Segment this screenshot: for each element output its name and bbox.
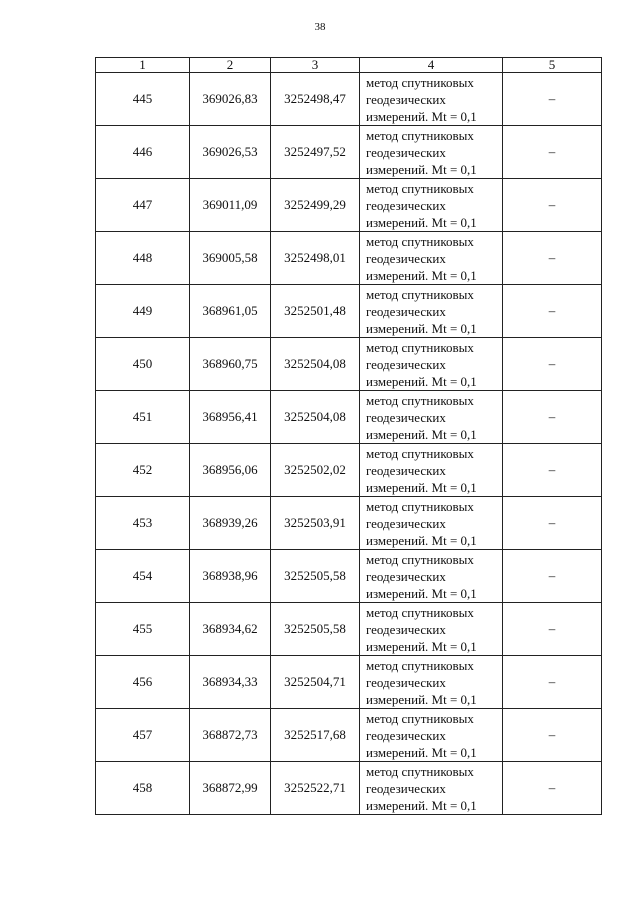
method-line: измерений. Mt = 0,1 <box>366 532 477 548</box>
method-line: измерений. Mt = 0,1 <box>366 161 477 177</box>
method-line: измерений. Mt = 0,1 <box>366 426 477 442</box>
method-line: метод спутниковых <box>366 180 474 196</box>
point-number: 454 <box>96 550 190 603</box>
note-dash: – <box>503 709 602 762</box>
method-line: метод спутниковых <box>366 551 474 567</box>
method-cell <box>360 444 503 497</box>
method-cell <box>360 709 503 762</box>
coordinate-x: 368956,06 <box>190 444 271 497</box>
coordinate-y: 3252522,71 <box>271 762 360 815</box>
note-dash: – <box>503 603 602 656</box>
note-dash: – <box>503 338 602 391</box>
note-dash: – <box>503 285 602 338</box>
method-line: измерений. Mt = 0,1 <box>366 585 477 601</box>
note-dash: – <box>503 656 602 709</box>
coordinate-x: 368934,62 <box>190 603 271 656</box>
method-line: измерений. Mt = 0,1 <box>366 108 477 124</box>
method-line: геодезических <box>366 303 446 319</box>
point-number: 452 <box>96 444 190 497</box>
coordinate-y: 3252503,91 <box>271 497 360 550</box>
coordinate-x: 368934,33 <box>190 656 271 709</box>
method-cell <box>360 497 503 550</box>
method-cell <box>360 550 503 603</box>
method-line: геодезических <box>366 568 446 584</box>
method-line: измерений. Mt = 0,1 <box>366 797 477 813</box>
method-line: геодезических <box>366 250 446 266</box>
table-row <box>96 709 602 762</box>
method-line: измерений. Mt = 0,1 <box>366 267 477 283</box>
point-number: 457 <box>96 709 190 762</box>
point-number: 455 <box>96 603 190 656</box>
method-line: метод спутниковых <box>366 392 474 408</box>
note-dash: – <box>503 550 602 603</box>
coordinate-x: 368961,05 <box>190 285 271 338</box>
method-line: измерений. Mt = 0,1 <box>366 691 477 707</box>
coordinate-x: 368872,99 <box>190 762 271 815</box>
point-number: 449 <box>96 285 190 338</box>
method-cell <box>360 656 503 709</box>
table-row <box>96 603 602 656</box>
method-cell <box>360 603 503 656</box>
method-line: геодезических <box>366 674 446 690</box>
method-line: геодезических <box>366 197 446 213</box>
coordinate-x: 369026,83 <box>190 73 271 126</box>
method-line: метод спутниковых <box>366 127 474 143</box>
table-row <box>96 73 602 126</box>
coordinate-y: 3252505,58 <box>271 550 360 603</box>
method-line: геодезических <box>366 356 446 372</box>
method-cell <box>360 73 503 126</box>
coordinate-x: 368960,75 <box>190 338 271 391</box>
coordinate-y: 3252502,02 <box>271 444 360 497</box>
table-row <box>96 762 602 815</box>
table-row <box>96 232 602 285</box>
note-dash: – <box>503 179 602 232</box>
method-line: геодезических <box>366 780 446 796</box>
point-number: 456 <box>96 656 190 709</box>
coordinate-y: 3252498,01 <box>271 232 360 285</box>
column-header-1: 1 <box>96 58 190 73</box>
table-header-row <box>96 58 602 73</box>
method-line: геодезических <box>366 409 446 425</box>
table-body <box>96 73 602 815</box>
point-number: 447 <box>96 179 190 232</box>
method-line: метод спутниковых <box>366 498 474 514</box>
coordinate-y: 3252498,47 <box>271 73 360 126</box>
note-dash: – <box>503 444 602 497</box>
method-cell <box>360 232 503 285</box>
note-dash: – <box>503 126 602 179</box>
note-dash: – <box>503 232 602 285</box>
method-line: измерений. Mt = 0,1 <box>366 214 477 230</box>
method-line: метод спутниковых <box>366 763 474 779</box>
method-cell <box>360 338 503 391</box>
column-header-4: 4 <box>360 58 503 73</box>
method-line: геодезических <box>366 515 446 531</box>
coordinate-y: 3252504,08 <box>271 338 360 391</box>
note-dash: – <box>503 497 602 550</box>
coordinate-y: 3252497,52 <box>271 126 360 179</box>
column-header-5: 5 <box>503 58 602 73</box>
method-line: метод спутниковых <box>366 604 474 620</box>
coordinate-x: 369026,53 <box>190 126 271 179</box>
method-line: метод спутниковых <box>366 74 474 90</box>
method-line: измерений. Mt = 0,1 <box>366 744 477 760</box>
note-dash: – <box>503 73 602 126</box>
table-row <box>96 444 602 497</box>
column-header-3: 3 <box>271 58 360 73</box>
coordinate-x: 369005,58 <box>190 232 271 285</box>
method-line: измерений. Mt = 0,1 <box>366 373 477 389</box>
table-row <box>96 179 602 232</box>
method-line: измерений. Mt = 0,1 <box>366 320 477 336</box>
coordinate-y: 3252504,08 <box>271 391 360 444</box>
coordinate-x: 368872,73 <box>190 709 271 762</box>
method-cell <box>360 285 503 338</box>
table-row <box>96 497 602 550</box>
table-row <box>96 550 602 603</box>
coordinate-x: 368938,96 <box>190 550 271 603</box>
method-line: метод спутниковых <box>366 339 474 355</box>
page-number: 38 <box>314 21 326 33</box>
method-line: геодезических <box>366 91 446 107</box>
point-number: 448 <box>96 232 190 285</box>
point-number: 458 <box>96 762 190 815</box>
point-number: 446 <box>96 126 190 179</box>
method-line: метод спутниковых <box>366 445 474 461</box>
coordinate-x: 368956,41 <box>190 391 271 444</box>
method-line: измерений. Mt = 0,1 <box>366 638 477 654</box>
method-line: метод спутниковых <box>366 286 474 302</box>
coordinate-y: 3252505,58 <box>271 603 360 656</box>
method-line: геодезических <box>366 144 446 160</box>
method-line: метод спутниковых <box>366 233 474 249</box>
coordinate-y: 3252504,71 <box>271 656 360 709</box>
method-cell <box>360 126 503 179</box>
method-line: геодезических <box>366 621 446 637</box>
column-header-2: 2 <box>190 58 271 73</box>
method-line: геодезических <box>366 727 446 743</box>
method-cell <box>360 179 503 232</box>
method-line: измерений. Mt = 0,1 <box>366 479 477 495</box>
table-row <box>96 391 602 444</box>
point-number: 453 <box>96 497 190 550</box>
coordinate-y: 3252517,68 <box>271 709 360 762</box>
table-row <box>96 338 602 391</box>
coordinates-table <box>95 57 602 815</box>
point-number: 445 <box>96 73 190 126</box>
point-number: 451 <box>96 391 190 444</box>
point-number: 450 <box>96 338 190 391</box>
note-dash: – <box>503 762 602 815</box>
method-line: метод спутниковых <box>366 710 474 726</box>
coordinate-y: 3252501,48 <box>271 285 360 338</box>
method-cell <box>360 391 503 444</box>
method-line: геодезических <box>366 462 446 478</box>
table-row <box>96 126 602 179</box>
coordinate-y: 3252499,29 <box>271 179 360 232</box>
table-row <box>96 285 602 338</box>
method-line: метод спутниковых <box>366 657 474 673</box>
note-dash: – <box>503 391 602 444</box>
table-row <box>96 656 602 709</box>
method-cell <box>360 762 503 815</box>
coordinate-x: 368939,26 <box>190 497 271 550</box>
coordinate-x: 369011,09 <box>190 179 271 232</box>
